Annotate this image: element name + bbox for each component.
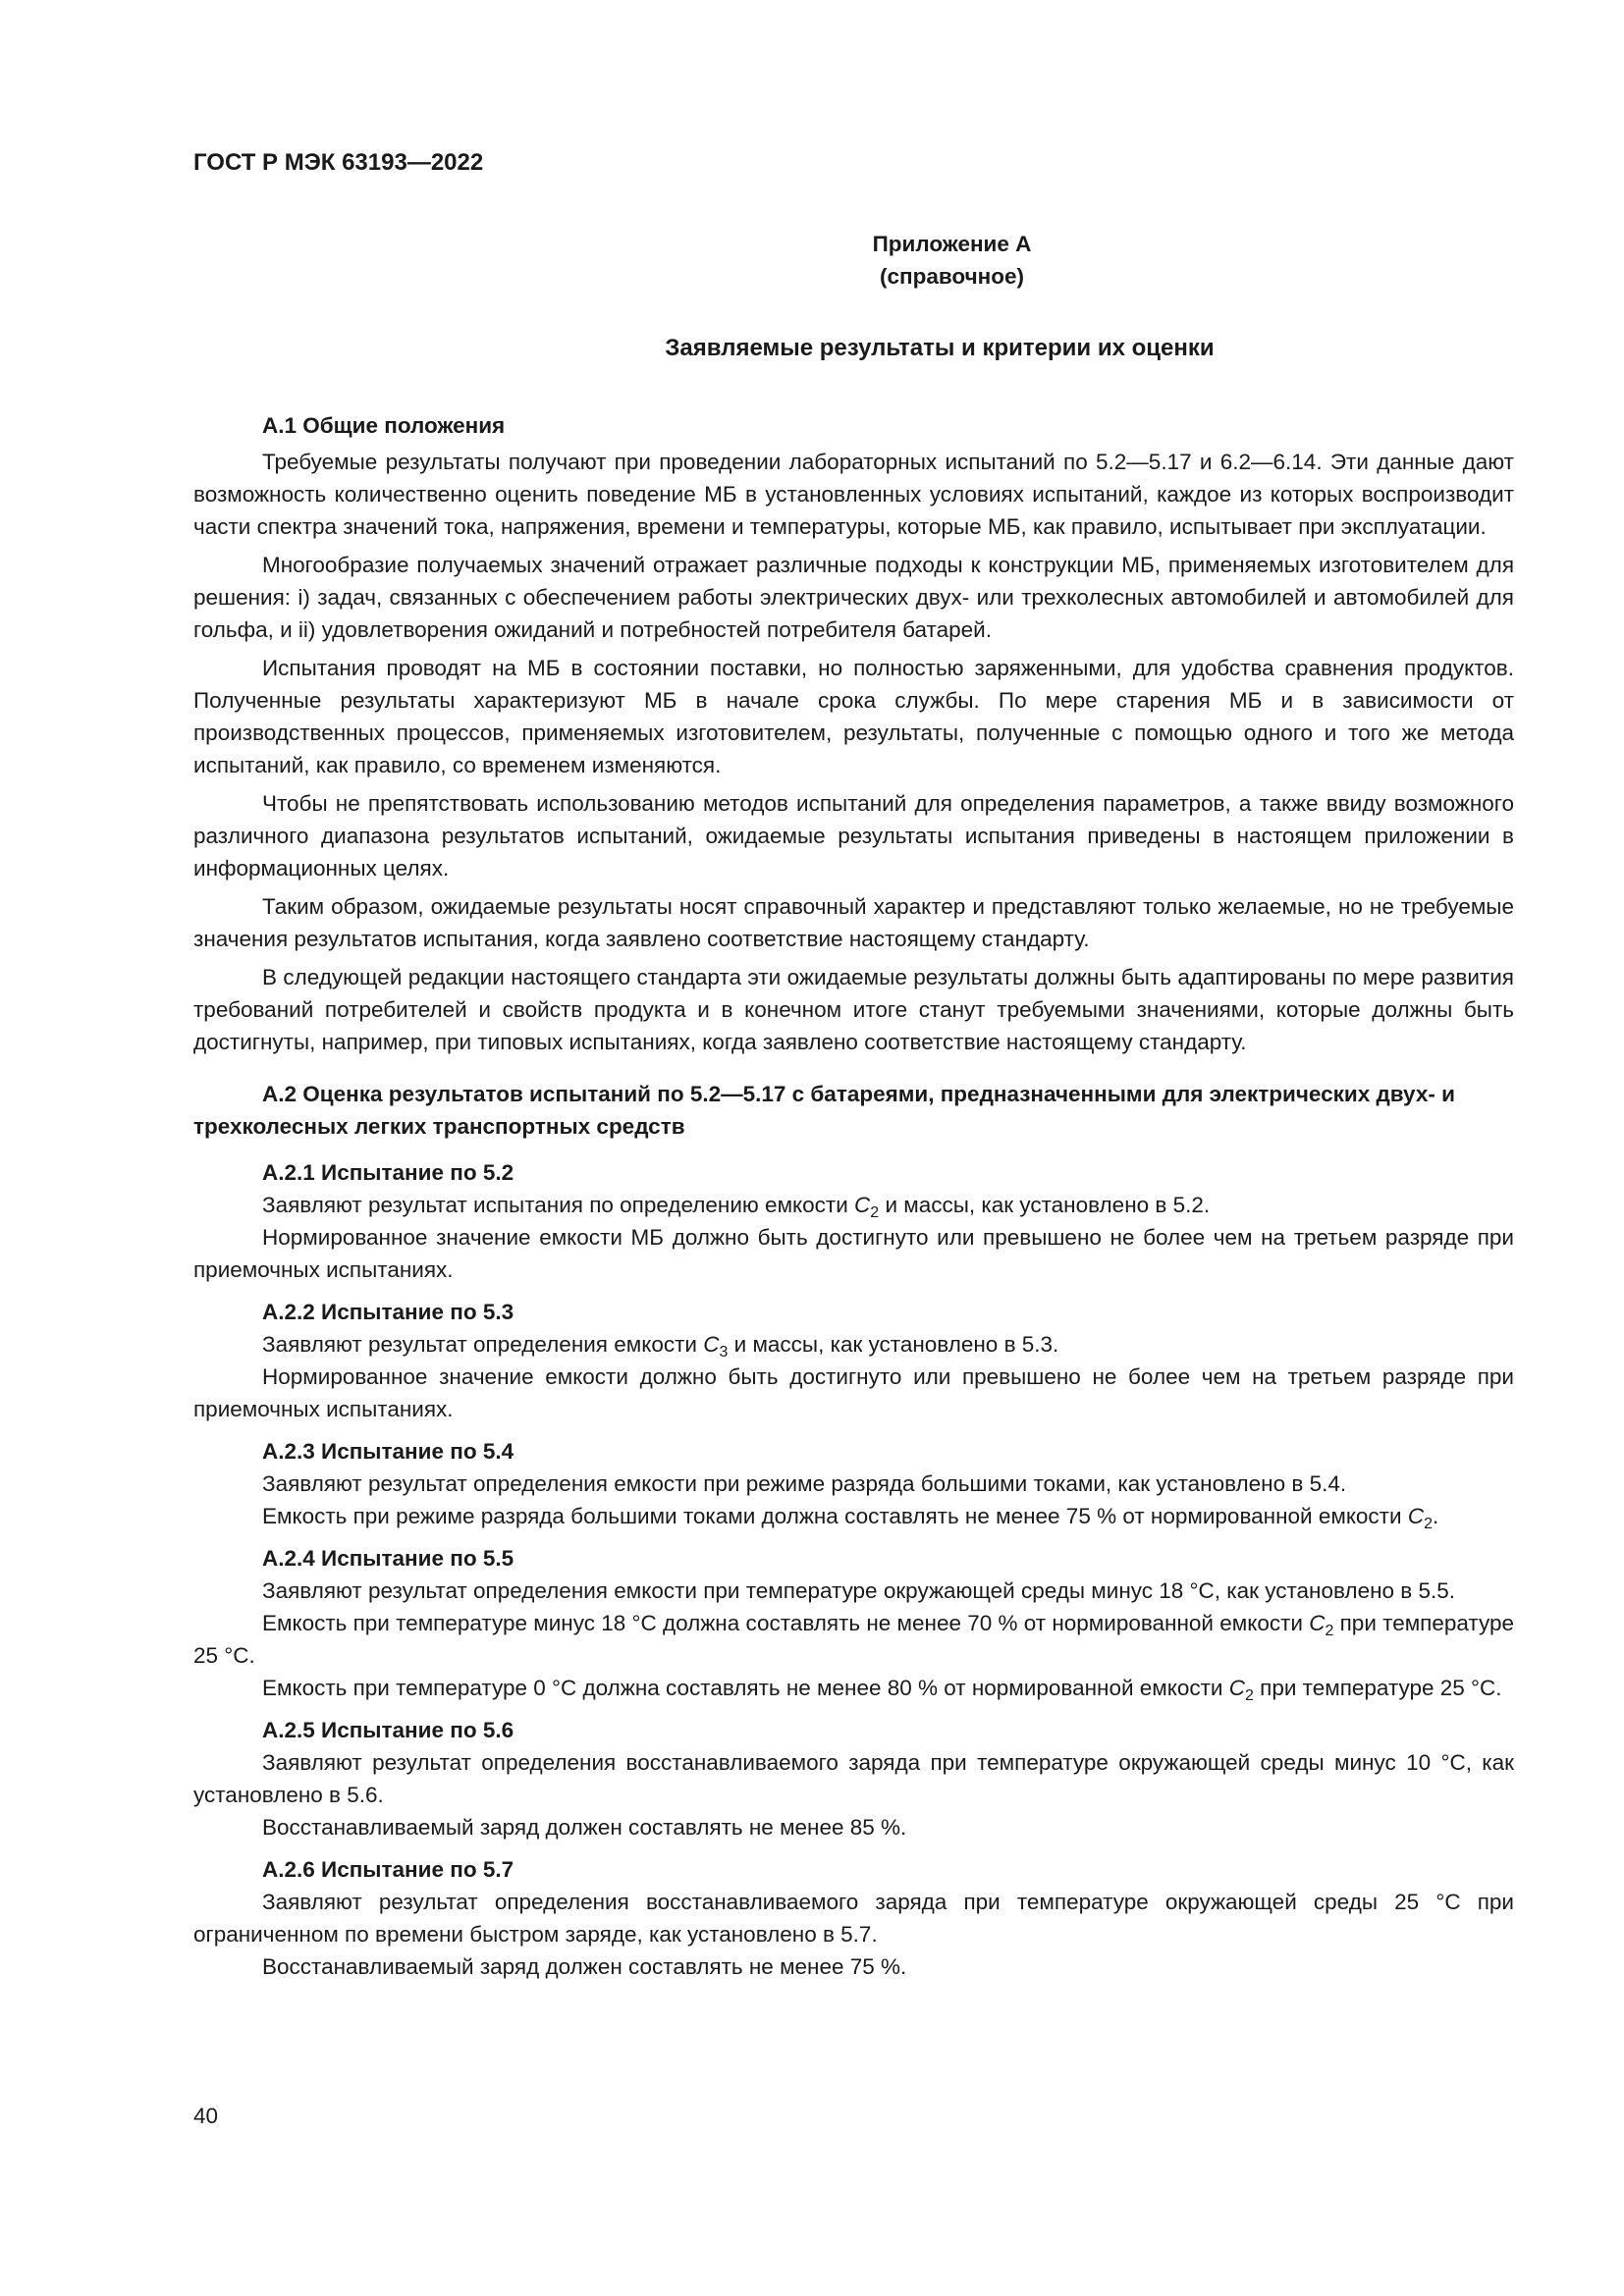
page-content — [193, 228, 1514, 1989]
paragraph: Восстанавливаемый заряд должен составлять не менее 85 %. — [262, 1815, 907, 1840]
paragraph: Заявляют результат определения восстанавливаемого заряда при температуре окружающей среды 25 °С при ограниченном по времени быстром заряде, как установлено в 5.7. — [193, 1890, 1514, 1947]
paragraph: Заявляют результат определения восстанавливаемого заряда при температуре окружающей среды минус 10 °С, как установлено в 5.6. — [193, 1750, 1514, 1807]
paragraph: Емкость при температуре 0 °С должна составлять не менее 80 % от нормированной емкости $C_2$ при температуре 25 °С. — [262, 1676, 1502, 1704]
subsection-a2-1-heading: А.2.1 Испытание по 5.2 — [262, 1160, 514, 1185]
subsection-a2-3-heading: А.2.3 Испытание по 5.4 — [262, 1439, 514, 1464]
annex-heading: Заявляемые результаты и критерии их оценки — [665, 335, 1215, 361]
paragraph: Восстанавливаемый заряд должен составлять не менее 75 %. — [262, 1954, 907, 1979]
paragraph: В следующей редакции настоящего стандарта эти ожидаемые результаты должны быть адаптированы по мере развития требований потребителей и свойств продукта и в конечном итоге станут требуемыми значениями, которые должны быть достигнуты, например, при типовых испытаниях, когда заявлено соответствие настоящему стандарту. — [193, 965, 1514, 1054]
capacity-symbol: C — [854, 1193, 871, 1217]
annex-status: (справочное) — [880, 264, 1024, 289]
paragraph: Емкость при режиме разряда большими токами должна составлять не менее 75 % от нормированной емкости $C_2$. — [262, 1504, 1439, 1532]
subsection-a2-2-heading: А.2.2 Испытание по 5.3 — [262, 1300, 514, 1324]
paragraph: Таким образом, ожидаемые результаты носят справочный характер и представляют только желаемые, но не требуемые значения результатов испытания, когда заявлено соответствие настоящему стандарту. — [193, 894, 1514, 951]
paragraph: Нормированное значение емкости МБ должно быть достигнуто или превышено не более чем на третьем разряде при приемочных испытаниях. — [193, 1225, 1514, 1282]
paragraph: Многообразие получаемых значений отражает различные подходы к конструкции МБ, применяемых изготовителем для решения: i) задач, связанных с обеспечением работы электрических двух- или трехколесных автомобилей и автомобилей для гольфа, и ii) удовлетворения ожиданий и потребностей потребителя батарей. — [193, 553, 1514, 642]
subsection-a2-6-heading: А.2.6 Испытание по 5.7 — [262, 1857, 514, 1882]
annex-title: Приложение А — [872, 232, 1032, 256]
paragraph: Заявляют результат испытания по определению емкости $C_2$ и массы, как установлено в 5.2. — [262, 1193, 1211, 1221]
paragraph: Емкость при температуре минус 18 °С должна составлять не менее 70 % от нормированной емкости $C_2$ при температуре 25 °С. — [193, 1611, 1514, 1668]
capacity-symbol: C — [703, 1332, 720, 1357]
paragraph: Заявляют результат определения емкости $C_3$ и массы, как установлено в 5.3. — [262, 1332, 1059, 1361]
section-a2-heading: А.2 Оценка результатов испытаний по 5.2—5.17 с батареями, предназначенными для электрических двух- и трехколесных легких транспортных средств — [193, 1082, 1455, 1139]
paragraph: Заявляют результат определения емкости при режиме разряда большими токами, как установлено в 5.4. — [262, 1471, 1347, 1496]
section-a1-heading: А.1 Общие положения — [262, 413, 506, 438]
subsection-a2-4-heading: А.2.4 Испытание по 5.5 — [262, 1546, 514, 1571]
capacity-symbol: C — [1407, 1504, 1425, 1528]
subsection-a2-5-heading: А.2.5 Испытание по 5.6 — [262, 1718, 514, 1742]
capacity-symbol: C — [1228, 1676, 1245, 1700]
document-id: ГОСТ Р МЭК 63193—2022 — [193, 149, 484, 176]
paragraph: Требуемые результаты получают при проведении лабораторных испытаний по 5.2—5.17 и 6.2—6.14. Эти данные дают возможность количественно оценить поведение МБ в установленных условиях испытаний, каждое из которых воспроизводит части спектра значений тока, напряжения, времени и температуры, которые МБ, как правило, испытывает при эксплуатации. — [193, 450, 1514, 539]
paragraph: Чтобы не препятствовать использованию методов испытаний для определения параметров, а также ввиду возможного различного диапазона результатов испытаний, ожидаемые результаты испытания приведены в настоящем приложении в информационных целях. — [193, 791, 1514, 881]
capacity-symbol: C — [1309, 1611, 1326, 1635]
paragraph: Заявляют результат определения емкости при температуре окружающей среды минус 18 °С, как установлено в 5.5. — [262, 1578, 1455, 1603]
page-number: 40 — [193, 2104, 219, 2128]
paragraph: Испытания проводят на МБ в состоянии поставки, но полностью заряженными, для удобства сравнения продуктов. Полученные результаты характеризуют МБ в начале срока службы. По мере старения МБ и в зависимости от производственных процессов, применяемых изготовителем, результаты, полученные с помощью одного и того же метода испытаний, как правило, со временем изменяются. — [193, 656, 1514, 777]
paragraph: Нормированное значение емкости должно быть достигнуто или превышено не более чем на третьем разряде при приемочных испытаниях. — [193, 1364, 1514, 1421]
